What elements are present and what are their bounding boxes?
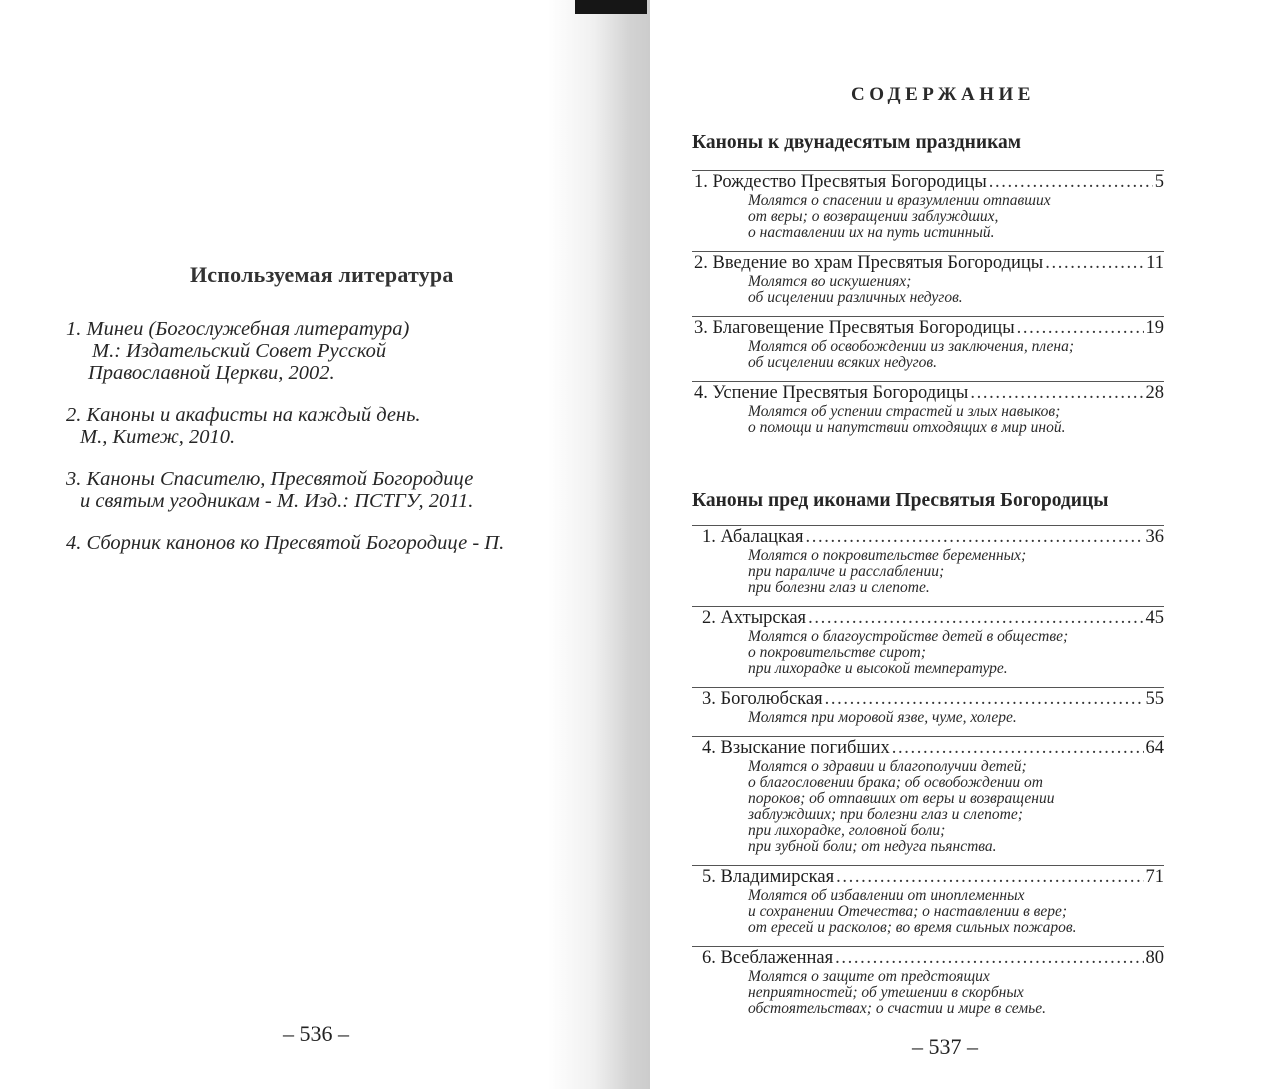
toc-entry-description xyxy=(692,193,1164,251)
toc-entry-row xyxy=(692,688,1164,710)
toc-entry-page: 5 xyxy=(1154,172,1164,192)
description-line: Молятся о благоустройстве детей в обществе; xyxy=(748,628,1069,645)
toc-entry xyxy=(692,316,1164,381)
bibliography-item xyxy=(66,318,586,384)
section-heading-icons: Каноны пред иконами Пресвятыя Богородицы xyxy=(692,490,1109,511)
toc-entry-description xyxy=(692,548,1164,606)
description-line: Молятся о здравии и благополучии детей; xyxy=(748,758,1027,775)
dot-leader xyxy=(989,171,1153,193)
description-line: обстоятельствах; о счастии и мире в семье. xyxy=(748,1000,1046,1017)
description-line: об исцелении всяких недугов. xyxy=(748,354,938,371)
toc-entry-row xyxy=(692,947,1164,969)
toc-entry-title: 1. Рождество Пресвятыя Богородицы xyxy=(694,172,987,192)
toc-entry-row xyxy=(692,607,1164,629)
bibliography-line: М.: Издательский Совет Русской xyxy=(92,340,387,362)
toc-entry-page: 80 xyxy=(1145,948,1164,968)
toc-entry-page: 19 xyxy=(1145,318,1164,338)
bibliography-item xyxy=(66,404,586,448)
toc-entry-description xyxy=(692,404,1164,446)
toc-entry xyxy=(692,170,1164,251)
bibliography-line: 1. Минеи (Богослужебная литература) xyxy=(66,318,410,340)
dot-leader xyxy=(892,737,1144,759)
toc-entry-page: 36 xyxy=(1145,527,1164,547)
toc-entry xyxy=(692,606,1164,687)
toc-entry-description xyxy=(692,710,1164,736)
toc-entry xyxy=(692,251,1164,316)
toc-entry-title: 3. Благовещение Пресвятыя Богородицы xyxy=(694,318,1015,338)
toc-entry-description xyxy=(692,629,1164,687)
description-line: о покровительстве сирот; xyxy=(748,644,926,661)
description-line: Молятся о спасении и вразумлении отпавших xyxy=(748,192,1051,209)
description-line: от ересей и расколов; во время сильных пожаров. xyxy=(748,919,1077,936)
toc-entry xyxy=(692,687,1164,736)
toc-entry xyxy=(692,946,1164,1027)
bibliography-line: М., Китеж, 2010. xyxy=(80,426,236,448)
description-line: Молятся об избавлении от иноплеменных xyxy=(748,887,1025,904)
dot-leader xyxy=(805,526,1143,548)
description-line: и сохранении Отечества; о наставлении в вере; xyxy=(748,903,1068,920)
dot-leader xyxy=(808,607,1143,629)
description-line: Молятся о защите от предстоящих xyxy=(748,968,990,985)
description-line: Молятся об освобождении из заключения, плена; xyxy=(748,338,1074,355)
description-line: о благословении брака; об освобождении от xyxy=(748,774,1043,791)
toc-entry-row xyxy=(692,317,1164,339)
toc-entry-title: 2. Ахтырская xyxy=(702,608,807,628)
bibliography-item xyxy=(66,532,586,554)
toc-entry-row xyxy=(692,737,1164,759)
description-line: заблуждших; при болезни глаз и слепоте; xyxy=(748,806,1023,823)
book-gutter-shadow xyxy=(548,0,650,1089)
toc-entry-description xyxy=(692,888,1164,946)
page-number-left: – 536 – xyxy=(283,1021,349,1046)
dot-leader xyxy=(1045,252,1144,274)
toc-entry-page: 55 xyxy=(1145,689,1164,709)
description-line: при зубной боли; от недуга пьянства. xyxy=(748,838,997,855)
toc-entry xyxy=(692,525,1164,606)
page-number-right: – 537 – xyxy=(912,1034,978,1059)
description-line: о помощи и напутствии отходящих в мир иной. xyxy=(748,419,1066,436)
toc-entry-row xyxy=(692,866,1164,888)
description-line: Молятся при моровой язве, чуме, холере. xyxy=(748,709,1017,726)
toc-entry-title: 6. Всеблаженная xyxy=(702,948,834,968)
dot-leader xyxy=(836,866,1143,888)
toc-entry-title: 5. Владимирская xyxy=(702,867,835,887)
toc-entry-title: 2. Введение во храм Пресвятыя Богородицы xyxy=(694,253,1044,273)
toc-list-icons xyxy=(692,525,1164,1027)
description-line: при болезни глаз и слепоте. xyxy=(748,579,930,596)
toc-entry-description xyxy=(692,969,1164,1027)
toc-entry-description xyxy=(692,274,1164,316)
dot-leader xyxy=(1017,317,1144,339)
dot-leader xyxy=(970,382,1143,404)
toc-entry-title: 4. Успение Пресвятыя Богородицы xyxy=(694,383,969,403)
description-line: Молятся об успении страстей и злых навыков; xyxy=(748,403,1061,420)
binding-edge xyxy=(575,0,647,14)
description-line: об исцелении различных недугов. xyxy=(748,289,963,306)
toc-entry-description xyxy=(692,759,1164,865)
toc-entry-page: 45 xyxy=(1145,608,1164,628)
bibliography-line: 4. Сборник канонов ко Пресвятой Богородице - П. xyxy=(66,532,505,554)
bibliography-item xyxy=(66,468,586,512)
bibliography-line: и святым угодникам - М. Изд.: ПСТГУ, 2011. xyxy=(80,490,474,512)
toc-entry xyxy=(692,865,1164,946)
bibliography-line: 2. Каноны и акафисты на каждый день. xyxy=(66,404,421,426)
description-line: от веры; о возвращении заблуждших, xyxy=(748,208,999,225)
description-line: Молятся о покровительстве беременных; xyxy=(748,547,1027,564)
toc-entry-row xyxy=(692,171,1164,193)
description-line: при лихорадке и высокой температуре. xyxy=(748,660,1008,677)
toc-entry-row xyxy=(692,526,1164,548)
description-line: неприятностей; об утешении в скорбных xyxy=(748,984,1024,1001)
bibliography-line: 3. Каноны Спасителю, Пресвятой Богородице xyxy=(66,468,474,490)
toc-entry-title: 4. Взыскание погибших xyxy=(702,738,890,758)
toc-entry xyxy=(692,381,1164,446)
bibliography-list xyxy=(66,318,586,574)
toc-entry xyxy=(692,736,1164,865)
toc-entry-row xyxy=(692,382,1164,404)
toc-list-feasts xyxy=(692,170,1164,446)
description-line: о наставлении их на путь истинный. xyxy=(748,224,995,241)
description-line: при параличе и расслаблении; xyxy=(748,563,945,580)
toc-entry-page: 71 xyxy=(1145,867,1164,887)
description-line: пороков; об отпавших от веры и возвращении xyxy=(748,790,1055,807)
description-line: Молятся во искушениях; xyxy=(748,273,912,290)
toc-entry-description xyxy=(692,339,1164,381)
toc-entry-page: 11 xyxy=(1146,253,1164,273)
section-heading-feasts: Каноны к двунадесятым праздникам xyxy=(692,132,1022,153)
dot-leader xyxy=(835,947,1143,969)
right-page xyxy=(640,0,1279,1089)
toc-entry-title: 1. Абалацкая xyxy=(702,527,804,547)
description-line: при лихорадке, головной боли; xyxy=(748,822,946,839)
toc-entry-row xyxy=(692,252,1164,274)
bibliography-title: Используемая литература xyxy=(190,262,454,287)
toc-title: СОДЕРЖАНИЕ xyxy=(851,84,1035,105)
dot-leader xyxy=(825,688,1144,710)
toc-entry-title: 3. Боголюбская xyxy=(702,689,823,709)
toc-entry-page: 28 xyxy=(1145,383,1164,403)
toc-entry-page: 64 xyxy=(1145,738,1164,758)
bibliography-line: Православной Церкви, 2002. xyxy=(88,362,335,384)
